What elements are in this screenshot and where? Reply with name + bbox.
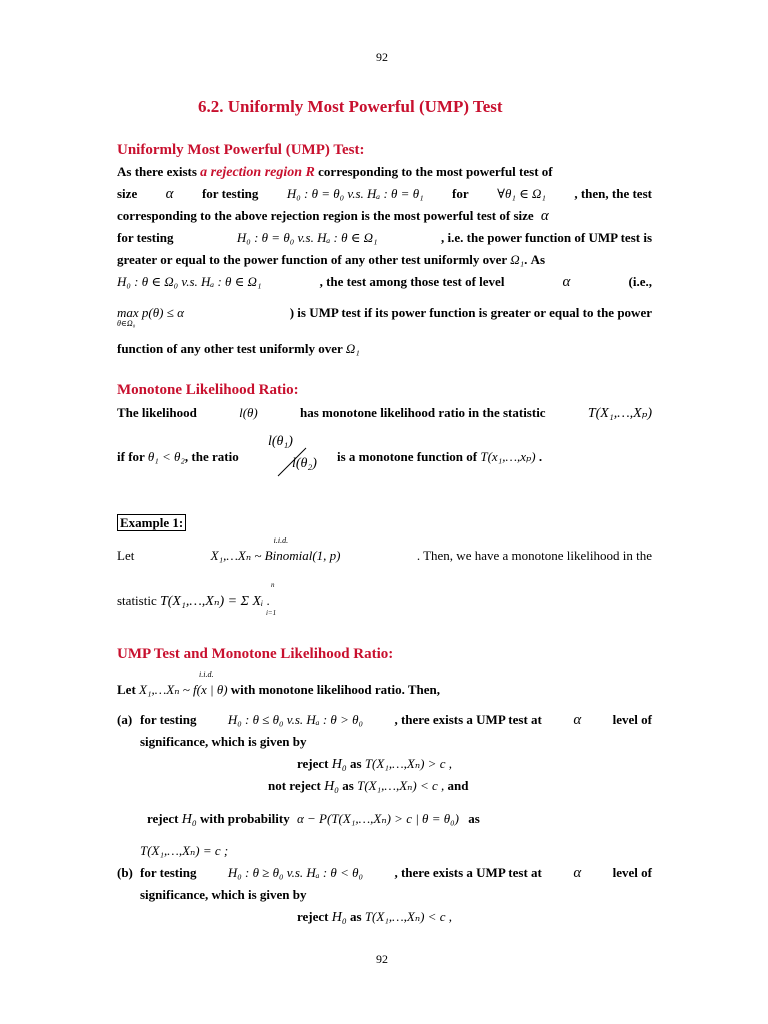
sufficient-statistic: T(X₁,…,Xₙ) = Σ Xᵢ	[159, 594, 264, 609]
example1-line2: statistic T(X₁,…,Xₙ) = Σ Xᵢ n i=1 .	[117, 581, 277, 617]
para-ump-line2: size α for testing H₀ : θ = θ₀ v.s. Hₐ : θ = θ₁ for ∀θ₁ ∈ Ω₁ , then, the test	[117, 186, 652, 202]
para-ump-line7: max p(θ) ≤ α θ∈Ω₀ ) is UMP test if its power function is greater or equal to the power	[117, 305, 652, 328]
para-mlr-line2: if for θ₁ < θ₂, the ratio	[117, 449, 239, 464]
page-number-bottom: 92	[376, 952, 388, 966]
example1-label: Example 1:	[117, 515, 186, 531]
rejection-region-emphasis: a rejection region R	[200, 165, 315, 180]
para-mlr-line2b: is a monotone function of T(x₁,…,xₚ) .	[337, 449, 543, 464]
case-b-reject: reject H₀ as T(X₁,…,Xₙ) < c ,	[297, 909, 452, 925]
section-heading-mlr: Monotone Likelihood Ratio:	[117, 382, 299, 398]
para-ump-line8: function of any other test uniformly over Ω₁	[117, 341, 360, 356]
para-ump-line3: corresponding to the above rejection region is the most powerful test of size α	[117, 208, 549, 224]
case-a-line1: for testing H₀ : θ ≤ θ₀ v.s. Hₐ : θ > θ₀ , there exists a UMP test at α level of	[140, 712, 652, 728]
section-heading-ump: Uniformly Most Powerful (UMP) Test:	[117, 142, 365, 158]
page-title: 6.2. Uniformly Most Powerful (UMP) Test	[198, 97, 503, 116]
para-ump-line5: greater or equal to the power function of any other test uniformly over Ω₁. As	[117, 252, 546, 267]
density-family: X₁,…Xₙ ~ f(x | θ)	[139, 682, 228, 697]
case-a-equality: T(X₁,…,Xₙ) = c ;	[140, 843, 229, 858]
para-ump-line4: for testing H₀ : θ = θ₀ v.s. Hₐ : θ ∈ Ω₁ , i.e. the power function of UMP test is	[117, 230, 652, 245]
example1-line1: Let X₁,…Xₙ ~ Binomial(1, p) i.i.d. . Then, we have a monotone likelihood in the	[117, 536, 652, 563]
para-mlr-line1: The likelihood l(θ) has monotone likelihood ratio in the statistic T(X₁,…,Xₚ)	[117, 405, 652, 421]
para-ump-line1: As there exists a rejection region R corresponding to the most powerful test of	[117, 164, 553, 180]
section-heading-ump-mlr: UMP Test and Monotone Likelihood Ratio:	[117, 646, 394, 662]
case-a-randomized: reject H₀ with probability α − P(T(X₁,…,Xₙ) > c | θ = θ₀) as	[147, 811, 480, 827]
case-a-line2: significance, which is given by	[140, 734, 307, 749]
para-ump-mlr-line1: Let X₁,…Xₙ ~ f(x | θ) i.i.d. with monotone likelihood ratio. Then,	[117, 670, 441, 697]
case-b-line1: for testing H₀ : θ ≥ θ₀ v.s. Hₐ : θ < θ₀ , there exists a UMP test at α level of	[140, 865, 652, 881]
binomial-distribution: X₁,…Xₙ ~ Binomial(1, p)	[210, 548, 341, 563]
max-power-expr: max p(θ) ≤ α	[117, 305, 184, 320]
case-a-not-reject: not reject H₀ as T(X₁,…,Xₙ) < c , and	[268, 778, 469, 794]
page-number-top: 92	[376, 50, 388, 64]
case-b-label: (b)	[117, 865, 133, 880]
para-ump-line6: H₀ : θ ∈ Ω₀ v.s. Hₐ : θ ∈ Ω₁ , the test among those test of level α (i.e.,	[117, 274, 652, 290]
case-a-label: (a)	[117, 712, 133, 727]
case-a-reject: reject H₀ as T(X₁,…,Xₙ) > c ,	[297, 756, 452, 772]
case-b-line2: significance, which is given by	[140, 887, 307, 902]
likelihood-ratio: l(θ₁) l(θ₂)	[266, 434, 336, 478]
